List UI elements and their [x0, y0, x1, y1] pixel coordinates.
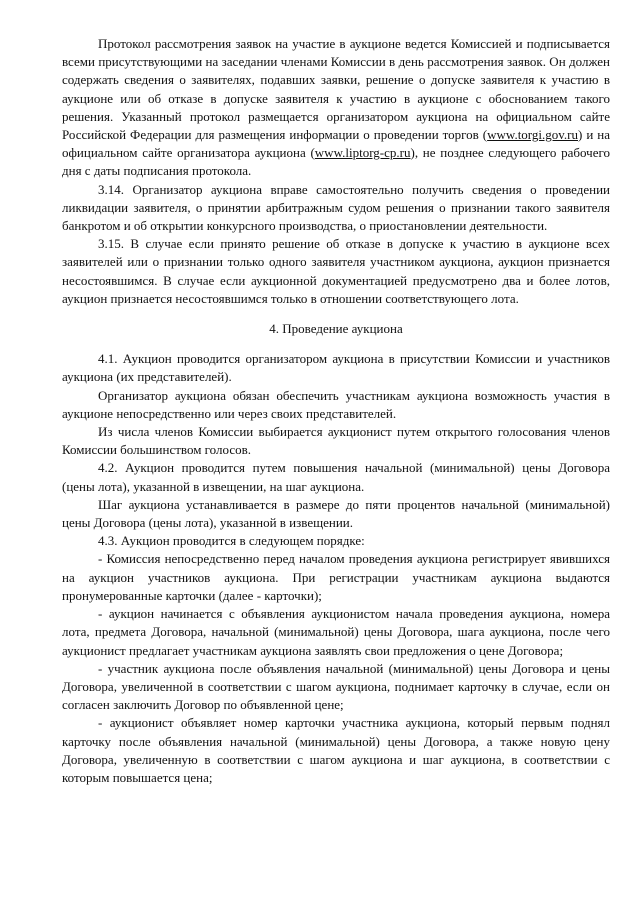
paragraph-4-3: 4.3. Аукцион проводится в следующем порядке:	[98, 533, 365, 549]
list-item: - участник аукциона после объявления начальной (минимальной) цены Договора и цены Договора, увеличенной в соответствии с шагом аукциона, поднимает карточку в случае, если он согласен заключить Договор по объявленной цене;	[62, 660, 610, 713]
protocol-paragraph	[62, 35, 610, 181]
list-item: - аукционист объявляет номер карточки участника аукциона, который первым поднял карточку после объявления начальной (минимальной) цены Договора, а также новую цену Договора, увеличенную в соответствии с шагом аукциона и шаг аукциона, в соответствии с которым повышается цена;	[62, 715, 610, 785]
protocol-text-3: ), не позднее следующего рабочего дня с даты подписания протокола.	[62, 145, 610, 179]
liptorg-link[interactable]: www.liptorg-cp.ru	[314, 145, 411, 161]
paragraph-4-2: 4.2. Аукцион проводится путем повышения начальной (минимальной) цены Договора (цены лота), указанной в извещении, на шаг аукциона.	[62, 460, 610, 494]
list-item: - Комиссия непосредственно перед началом проведения аукциона регистрирует явившихся на аукцион участников аукциона. При регистрации участникам аукциона выдаются пронумерованные карточки (далее - карточки);	[62, 551, 610, 603]
paragraph-members: Из числа членов Комиссии выбирается аукционист путем открытого голосования членов Комиссии большинством голосов.	[62, 424, 610, 458]
section-title: 4. Проведение аукциона	[269, 321, 403, 337]
list-item: - аукцион начинается с объявления аукционистом начала проведения аукциона, номера лота, предмета Договора, начальной (минимальной) цены Договора, шага аукциона, после чего аукционист предлагает участникам аукциона заявлять свои предложения о цене Договора;	[62, 606, 610, 658]
paragraph-3-15: 3.15. В случае если принято решение об отказе в допуске к участию в аукционе всех заявителей или о признании только одного заявителя участником аукциона, аукцион признается несостоявшимся. В случае если аукционной документацией предусмотрено два и более лотов, аукцион признается несостоявшимся только в отношении соответствующего лота.	[62, 236, 610, 306]
paragraph-3-14: 3.14. Организатор аукциона вправе самостоятельно получить сведения о проведении ликвидации заявителя, о принятии арбитражным судом решения о признании такого заявителя банкротом и об открытии конкурсного производства, о приостановлении деятельности.	[62, 181, 610, 234]
torgi-link[interactable]: www.torgi.gov.ru	[487, 127, 578, 143]
protocol-text-1: Протокол рассмотрения заявок на участие в аукционе ведется Комиссией и подписывается всеми присутствующими на заседании членами Комиссии в день рассмотрения заявок. Он должен содержать сведения о заявителях, подавших заявки, решение о допуске заявителя к участию в аукционе или об отказе в допуске заявителя к участию в аукционе с обоснованием такого решения. Указанный протокол размещается организатором аукциона на официальном сайте Российской Федерации для размещения информации о проведении торгов (	[62, 36, 610, 143]
document-body	[62, 35, 610, 787]
paragraph-step: Шаг аукциона устанавливается в размере до пяти процентов начальной (минимальной) цены Договора (цены лота), указанной в извещении.	[62, 496, 610, 531]
paragraph-4-1: 4.1. Аукцион проводится организатором аукциона в присутствии Комиссии и участников аукциона (их представителей).	[62, 351, 610, 385]
protocol-text-2: ) и на официальном сайте организатора аукциона (	[62, 127, 610, 161]
paragraph-organizer: Организатор аукциона обязан обеспечить участникам аукциона возможность участия в аукционе непосредственно или через своих представителей.	[62, 387, 610, 421]
